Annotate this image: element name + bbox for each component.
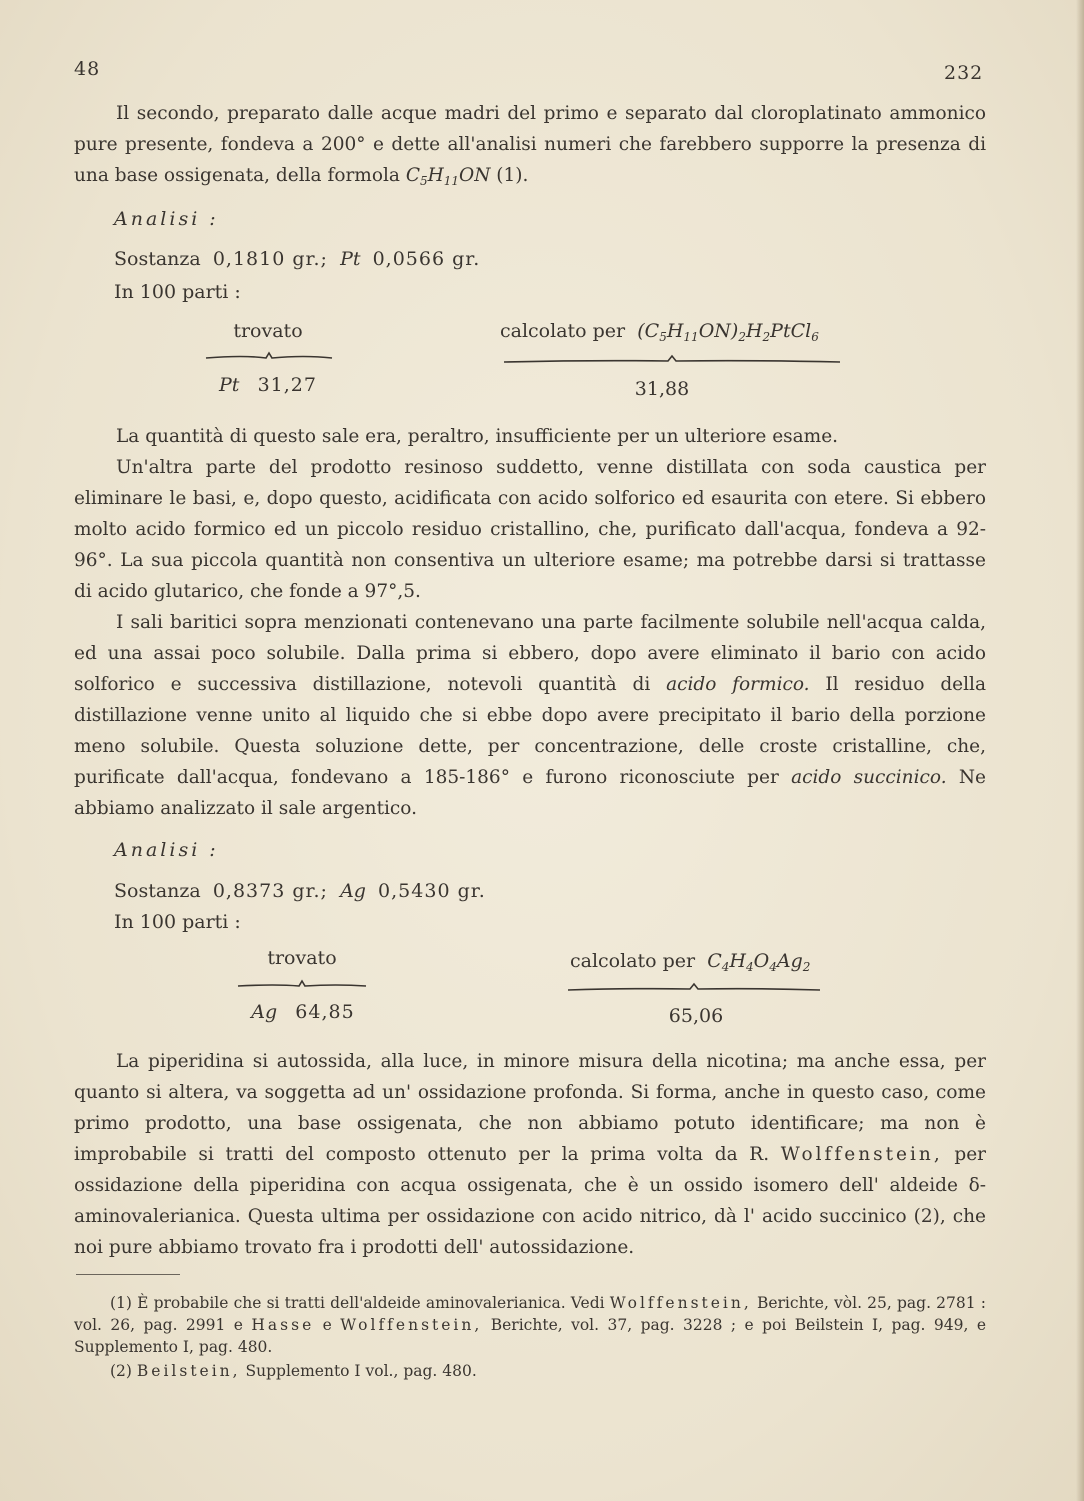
formula-platinate: $(C_5H_{11}ON)_2H_2PtCl_6$ (637, 320, 819, 344)
analysis-2-sostanza: Sostanza 0,8373 gr.; Ag 0,5430 gr. (114, 880, 486, 902)
paragraph-2: La quantità di questo sale era, peraltro, insufficiente per un ulteriore esame. (116, 426, 839, 447)
analysis-1-found-value: Pt 31,27 (219, 374, 317, 396)
page-number-left: 48 (74, 58, 101, 80)
analysis-1-sostanza: Sostanza 0,1810 gr.; Pt 0,0566 gr. (114, 248, 481, 270)
author-wolffenstein: Wolffenstein, (780, 1144, 943, 1165)
footnote-2: (2) Beilstein, Supplemento I vol., pag. 480. (110, 1362, 477, 1380)
analysis-2-found-value: Ag 64,85 (251, 1001, 355, 1023)
paragraph-1: Il secondo, preparato dalle acque madri del primo e separato dal cloroplatinato ammonico pure presente, fondeva a 200° e dette all'analisi numeri che farebbero supporre la presenza di una base ossigenata, della formola $C_5H_{11}ON$ (1). (74, 103, 986, 188)
analysis-1-parts: In 100 parti : (114, 281, 241, 303)
analysis-1-heading: Analisi : (114, 208, 219, 230)
formula-c5h11on: $C_5H_{11}ON$ (405, 165, 491, 188)
brace-calc-2 (566, 982, 822, 994)
brace-calc-1 (502, 354, 842, 366)
brace-found-1 (204, 350, 334, 362)
analysis-1-found-label: trovato (233, 320, 303, 342)
paragraph-5: La piperidina si autossida, alla luce, in minore misura della nicotina; ma anche essa, per quanto si altera, va soggetta ad un' ossidazione profonda. Si forma, anche in questo caso, come primo prodotto, una base ossigenata, che non abbiamo potuto identificare; ma non è improbabile si tratti del composto ottenuto per la prima volta da R. Wolffenstein, per ossidazione della piperidina con acqua ossigenata, che è un ossido isomero dell' aldeide δ-aminovalerianica. Questa ultima per ossidazione con acido nitrico, dà l' acido succinico (2), che noi pure abbiamo trovato fra i prodotti dell' autossidazione. (74, 1051, 986, 1258)
paragraphs-2-4 (74, 421, 986, 824)
formula-silver-succinate: $C_4H_4O_4Ag_2$ (707, 950, 811, 974)
page-edge-shadow (1076, 0, 1084, 1501)
footnote-1: (1) È probabile che si tratti dell'aldeide aminovalerianica. Vedi Wolffenstein, Berichte, vòl. 25, pag. 2781 : vol. 26, pag. 2991 e Hasse e Wolffenstein, Berichte, vol. 37, pag. 3228 ; e poi Beilstein I, pag. 949, e Supplemento I, pag. 480. (74, 1294, 987, 1356)
page-number-right: 232 (944, 62, 984, 84)
analysis-2-calc-value: 65,06 (668, 1005, 724, 1027)
paragraph-3: Un'altra parte del prodotto resinoso suddetto, venne distillata con soda caustica per eliminare le basi, e, dopo questo, acidificata con acido solforico ed esaurita con etere. Si ebbero molto acido formico ed un piccolo residuo cristallino, che, purificato dall'acqua, fondeva a 92-96°. La sua piccola quantità non consentiva un ulteriore esame; ma potrebbe darsi si trattasse di acido glutarico, che fonde a 97°,5. (74, 457, 986, 602)
analysis-2-calc-label: calcolato per $C_4H_4O_4Ag_2$ (570, 950, 811, 974)
analysis-1-calc-label: calcolato per $(C_5H_{11}ON)_2H_2PtCl_6$ (500, 320, 819, 344)
analysis-2-found-label: trovato (267, 947, 337, 969)
footnotes (74, 1292, 986, 1382)
brace-found-2 (236, 978, 368, 990)
paragraph-4: I sali baritici sopra menzionati contenevano una parte facilmente solubile nell'acqua calda, ed una assai poco solubile. Dalla prima si ebbero, dopo avere eliminato il bario con acido solforico e successiva distillazione, notevoli quantità di acido formico. Il residuo della distillazione venne unito al liquido che si ebbe dopo avere precipitato il bario della porzione meno solubile. Questa soluzione dette, per concentrazione, delle croste cristalline, che, purificate dall'acqua, fondevano a 185-186° e furono riconosciute per acido succinico. Ne abbiamo analizzato il sale argentico. (74, 612, 986, 819)
analysis-2-parts: In 100 parti : (114, 911, 241, 933)
analysis-1-calc-value: 31,88 (634, 378, 690, 400)
analysis-2-heading: Analisi : (114, 839, 219, 861)
footnote-rule (76, 1274, 180, 1275)
